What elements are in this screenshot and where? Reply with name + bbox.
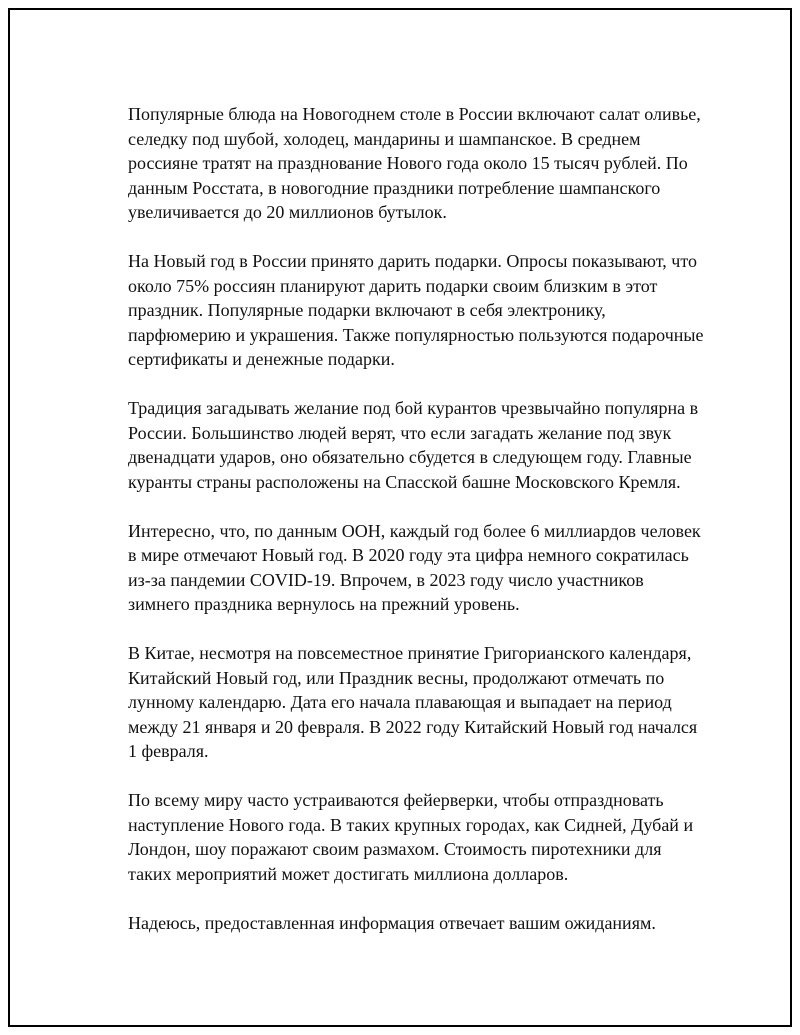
paragraph-chimes-wish: Традиция загадывать желание под бой курантов чрезвычайно популярна в России. Большинство людей верят, что если загадать желание под звук двенадцати ударов, оно обязательно сбудется в следующем году. Главные куранты страны расположены на Спасской башне Московского Кремля. bbox=[128, 398, 699, 492]
paragraph-new-year-table: Популярные блюда на Новогоднем столе в России включают салат оливье, селедку под шубой, холодец, мандарины и шампанское. В среднем россияне тратят на празднование Нового года около 15 тысяч рублей. По данным Росстата, в новогодние праздники потребление шампанского увеличивается до 20 миллионов бутылок. bbox=[128, 104, 701, 222]
paragraph-chinese-new-year: В Китае, несмотря на повсеместное принятие Григорианского календаря, Китайский Новый год, или Праздник весны, продолжают отмечать по лунному календарю. Дата его начала плавающая и выпадает на период между 21 января и 20 февраля. В 2022 году Китайский Новый год начался 1 февраля. bbox=[128, 643, 698, 761]
paragraph-gifts: На Новый год в России принято дарить подарки. Опросы показывают, что около 75% россиян планируют дарить подарки своим близким в этот праздник. Популярные подарки включают в себя электронику, парфюмерию и украшения. Также популярностью пользуются подарочные сертификаты и денежные подарки. bbox=[128, 251, 704, 369]
page-frame bbox=[8, 8, 792, 1027]
paragraph-fireworks: По всему миру часто устраиваются фейерверки, чтобы отпраздновать наступление Нового года. В таких крупных городах, как Сидней, Дубай и Лондон, шоу поражают своим размахом. Стоимость пиротехники для таких мероприятий может достигать миллиона долларов. bbox=[128, 790, 694, 884]
document-body bbox=[128, 102, 708, 935]
paragraph-closing: Надеюсь, предоставленная информация отвечает вашим ожиданиям. bbox=[128, 912, 656, 933]
paragraph-un-statistics: Интересно, что, по данным ООН, каждый год более 6 миллиардов человек в мире отмечают Новый год. В 2020 году эта цифра немного сократилась из-за пандемии COVID-19. Впрочем, в 2023 году число участников зимнего праздника вернулось на прежний уровень. bbox=[128, 520, 701, 614]
